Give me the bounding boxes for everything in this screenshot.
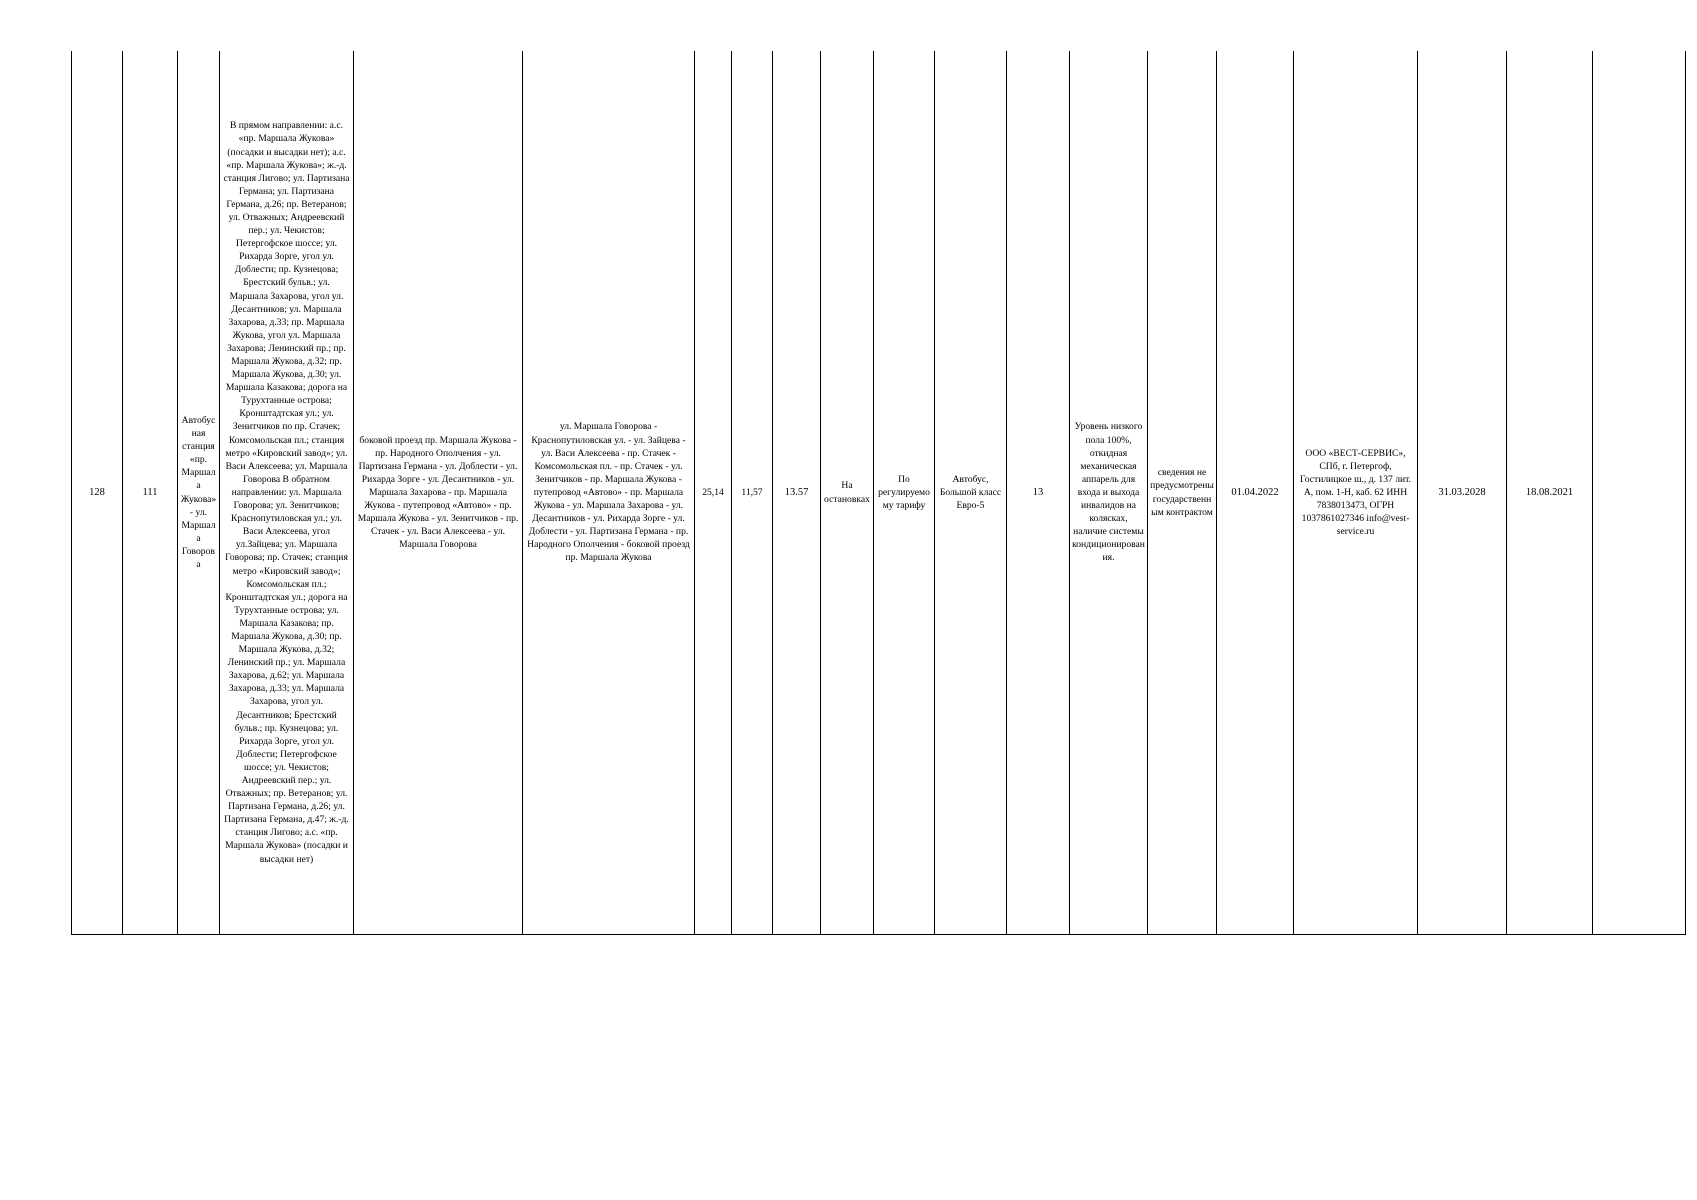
cell-reg-number: 128: [72, 51, 123, 935]
cell-route-number: 111: [123, 51, 178, 935]
cell-tariff: По регулируемому тарифу: [874, 51, 935, 935]
cell-date-last: 18.08.2021: [1507, 51, 1593, 935]
cell-contract-info: сведения не предусмотрены государственным контрактом: [1148, 51, 1217, 935]
cell-end-date: 31.03.2028: [1418, 51, 1507, 935]
cell-vehicle: Автобус, Большой класс Евро-5: [935, 51, 1007, 935]
cell-streets-backward: ул. Маршала Говорова - Краснопутиловская ул. - ул. Зайцева - ул. Васи Алексеева - пр. Стачек - Комсомольская пл. - пр. Стачек - ул. Зенитчиков - пр. Маршала Жукова - путепровод «Автово» - пр. Маршала Жукова - ул. Маршала Захарова - ул. Десантников - ул. Рихарда Зорге - ул. Доблести - ул. Партизана Германа - пр. Народного Ополчения - боковой проезд пр. Маршала Жукова: [523, 51, 695, 935]
cell-boarding-order: На остановках: [821, 51, 874, 935]
cell-route-name: Автобусная станция «пр. Маршала Жукова» - ул. Маршала Говорова: [178, 51, 220, 935]
route-registry-table: [71, 51, 1686, 935]
cell-carrier: ООО «ВЕСТ-СЕРВИС», СПб, г. Петергоф, Гостилицкое ш., д. 137 лит. А, пом. 1-Н, каб. 62 ИНН 7838013473, ОГРН 1037861027346 info@vest-service.ru: [1294, 51, 1418, 935]
table-row: [72, 51, 1686, 935]
cell-streets-forward: боковой проезд пр. Маршала Жукова - пр. Народного Ополчения - ул. Партизана Германа - ул. Доблести - ул. Рихарда Зорге - ул. Десантников - ул. Маршала Захарова - пр. Маршала Жукова - путепровод «Автово» - пр. Маршала Жукова - ул. Зенитчиков - пр. Стачек - ул. Васи Алексеева - ул. Маршала Говорова: [354, 51, 523, 935]
cell-characteristics: Уровень низкого пола 100%, откидная механическая аппарель для входа и выхода инвалидов на колясках, наличие системы кондиционирования.: [1070, 51, 1148, 935]
cell-length-backward: 11,57: [732, 51, 773, 935]
cell-vehicle-count: 13: [1007, 51, 1070, 935]
cell-value-13-57: 13.57: [773, 51, 821, 935]
cell-length-forward: 25,14: [695, 51, 732, 935]
cell-extra: [1593, 51, 1686, 935]
cell-start-date: 01.04.2022: [1217, 51, 1294, 935]
cell-stops: В прямом направлении: а.с. «пр. Маршала Жукова» (посадки и высадки нет); а.с. «пр. Маршала Жукова»; ж.-д. станция Лигово; ул. Партизана Германа; ул. Партизана Германа, д.26; пр. Ветеранов; ул. Отважных; Андреевский пер.; ул. Чекистов; Петергофское шоссе; ул. Рихарда Зорге, угол ул. Доблести; пр. Кузнецова; Брестский бульв.; ул. Маршала Захарова, угол ул. Десантников; ул. Маршала Захарова, д.33; пр. Маршала Жукова, угол ул. Маршала Захарова; Ленинский пр.; пр. Маршала Жукова, д.32; пр. Маршала Жукова, д.30; ул. Маршала Казакова; дорога на Турухтанные острова; Кронштадтская ул.; ул. Зенитчиков по пр. Стачек; Комсомольская пл.; станция метро «Кировский завод»; ул. Васи Алексеева; ул. Маршала Говорова В обратном направлении: ул. Маршала Говорова; ул. Зенитчиков; Краснопутиловская ул.; ул. Васи Алексеева, угол ул.Зайцева; ул. Маршала Говорова; пр. Стачек; станция метро «Кировский завод»; Комсомольская пл.; Кронштадтская ул.; дорога на Турухтанные острова; ул. Маршала Казакова; пр. Маршала Жукова, д.30; пр. Маршала Жукова, д.32; Ленинский пр.; ул. Маршала Захарова, д.62; ул. Маршала Захарова, д.33; ул. Маршала Захарова, угол ул. Десантников; Брестский бульв.; пр. Кузнецова; ул. Рихарда Зорге, угол ул. Доблести; Петергофское шоссе; ул. Чекистов; Андреевский пер.; ул. Отважных; пр. Ветеранов; ул. Партизана Германа, д.26; ул. Партизана Германа, д.47; ж.-д. станция Лигово; а.с. «пр. Маршала Жукова» (посадки и высадки нет): [220, 51, 354, 935]
